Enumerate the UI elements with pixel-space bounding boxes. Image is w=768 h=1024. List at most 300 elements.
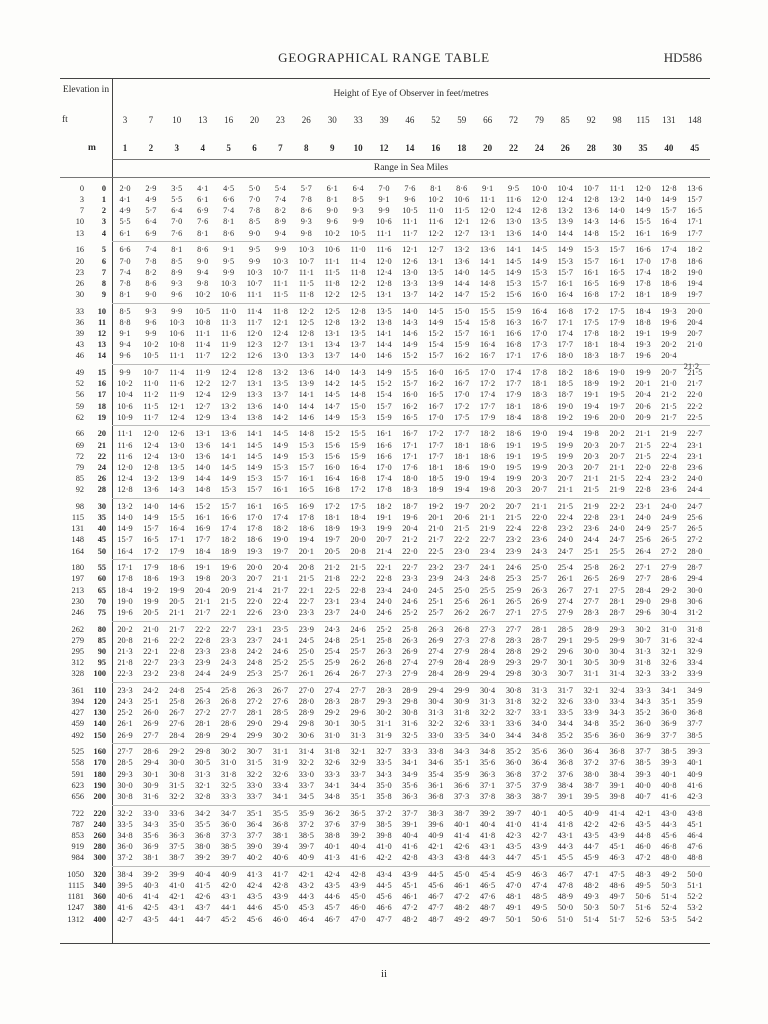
eye-height-m-header: 22 [509,143,518,153]
eye-height-m-header: 14 [405,143,415,153]
range-cell: 13·9 [169,474,185,483]
range-cell: 21·4 [376,546,392,556]
range-cell: 10·2 [143,340,159,350]
range-cell: 12·7 [454,228,470,238]
range-cell: 28·0 [687,546,703,556]
range-cell: 19·3 [350,524,366,534]
range-cell: 14·9 [531,256,547,266]
range-cell: 30·6 [687,596,703,606]
range-cell: 24·1 [479,563,496,573]
range-cell: 13·3 [298,351,314,361]
range-cell: 51·1 [687,881,703,891]
range-cell: 14·9 [661,195,677,205]
range-cell: 36·0 [661,708,677,718]
range-cell: 11·6 [506,195,521,205]
range-cell: 18·5 [557,379,573,389]
range-cell: 31·8 [505,697,522,707]
range-cell: 9·0 [197,256,209,266]
range-cell: 17·7 [687,228,703,238]
range-cell: 7·4 [145,245,157,255]
range-cell: 33·6 [169,808,185,818]
range-cell: 26·3 [195,697,211,707]
range-cell: 12·4 [143,451,159,461]
range-cell: 19·9 [557,440,573,450]
range-cell: 21·5 [505,513,522,523]
range-cell: 13·5 [428,267,444,277]
range-cell: 37·7 [246,830,263,840]
elevation-ft: 656 [71,791,84,801]
range-cell: 11·6 [169,379,185,389]
range-cell: 16·1 [557,278,573,288]
range-cell: 46·7 [557,870,573,879]
range-cell: 6·4 [145,217,157,227]
range-cell: 50·7 [609,903,625,913]
range-cell: 19·2 [428,501,444,511]
range-cell: 19·9 [143,596,159,606]
range-cell: 39·0 [246,842,263,852]
range-cell: 26·9 [402,646,418,656]
range-cell: 11·1 [609,184,625,193]
elevation-m: 30 [97,501,106,511]
range-cell: 12·8 [143,462,159,472]
range-cell: 24·1 [272,635,288,645]
range-cell: 52·2 [687,892,703,902]
range-cell: 47·4 [531,881,547,891]
eye-height-ft-header: 59 [457,115,467,125]
range-cell: 18·6 [169,563,185,573]
range-cell: 16·2 [428,379,444,389]
range-cell: 23·8 [169,669,185,679]
range-cell: 26·1 [117,719,133,729]
range-cell: 15·3 [272,462,288,472]
range-cell: 16·5 [583,278,599,288]
elevation-m: 8 [101,278,106,288]
range-cell: 44·3 [298,892,314,902]
range-cell: 18·0 [557,351,573,361]
range-cell: 24·8 [246,658,263,668]
range-cell: 22·4 [272,596,288,606]
range-cell: 20·3 [583,440,599,450]
range-cell: 27·7 [505,624,522,634]
range-cell: 9·0 [145,289,157,299]
range-cell: 14·3 [583,217,599,227]
range-cell: 35·1 [246,808,263,818]
range-cell: 15·7 [220,501,237,511]
group-divider [112,743,710,744]
range-cell: 16·4 [169,524,185,534]
range-cell: 41·6 [687,780,703,790]
elevation-m: 190 [93,780,106,790]
eye-height-ft-header: 52 [431,115,441,125]
range-cell: 15·2 [324,429,340,439]
range-cell: 25·1 [583,546,599,556]
eye-height-m-header: 9 [329,143,335,153]
range-cell: 9·5 [223,256,235,266]
elevation-m: 22 [97,451,106,461]
range-cell: 9·6 [326,217,338,227]
range-cell: 10·4 [557,184,573,193]
range-cell: 17·1 [169,535,185,545]
range-cell: 27·5 [531,607,547,617]
range-cell: 10·7 [143,368,159,378]
range-cell: 18·1 [505,401,522,411]
range-cell: 30·4 [661,607,677,617]
elevation-m: 45 [97,535,106,545]
range-cell: 24·9 [220,669,237,679]
range-cell: 16·9 [298,501,314,511]
range-cell: 18·8 [531,412,547,422]
range-cell: 25·8 [169,697,185,707]
range-cell: 35·6 [143,830,159,840]
range-cell: 34·5 [298,791,314,801]
range-cell: 24·5 [298,635,314,645]
range-cell: 16·9 [195,524,211,534]
range-cell: 25·6 [454,596,470,606]
range-cell: 49·1 [505,903,522,913]
range-cell: 39·7 [298,842,314,852]
range-cell: 9·6 [119,351,131,361]
range-cell: 28·5 [117,758,133,768]
range-cell: 36·9 [661,719,677,729]
eye-height-ft-header: 20 [250,115,259,125]
range-cell: 10·5 [350,228,366,238]
range-cell: 23·3 [195,646,211,656]
range-cell: 15·3 [531,267,547,277]
range-cell: 20·2 [661,340,677,350]
range-cell: 6·9 [197,206,209,216]
range-cell: 26·9 [609,574,625,584]
range-cell: 16·6 [220,513,237,523]
range-cell: 34·8 [583,719,599,729]
range-cell: 43·1 [557,830,573,840]
range-cell: 43·5 [635,819,651,829]
range-cell: 13·0 [505,217,522,227]
range-cell: 12·0 [635,184,651,193]
range-cell: 42·7 [531,830,547,840]
table-row [60,378,710,389]
range-cell: 23·2 [428,563,444,573]
table-row [60,546,710,557]
range-cell: 26·4 [635,546,651,556]
range-cell: 38·7 [169,853,185,863]
range-cell: 17·9 [169,546,185,556]
range-cell: 21·5 [298,574,314,584]
range-cell: 28·3 [324,697,340,707]
range-cell: 42·2 [376,853,392,863]
range-cell: 14·0 [324,368,340,378]
range-cell: 34·7 [220,808,237,818]
range-cell: 22·8 [531,524,547,534]
range-cell: 20·7 [661,368,677,378]
range-cell: 11·9 [221,340,237,350]
range-cell: 30·8 [169,769,185,779]
range-cell: 14·0 [143,501,159,511]
range-cell: 24·3 [454,574,470,584]
range-cell: 22·7 [220,624,237,634]
range-cell: 7·6 [197,217,209,227]
range-cell: 18·7 [402,501,418,511]
range-cell: 24·6 [402,596,418,606]
range-cell: 31·4 [298,747,314,757]
range-cell: 48·5 [531,892,547,902]
range-cell: 21·1 [531,501,547,511]
range-cell: 27·7 [220,708,237,718]
range-cell: 27·4 [402,658,418,668]
range-cell: 46·4 [687,830,703,840]
range-cell: 20·0 [687,306,703,316]
elevation-m: 90 [97,646,106,656]
range-cell: 13·1 [376,289,392,299]
range-cell: 10·4 [117,390,133,400]
range-cell: 48·1 [505,892,522,902]
range-cell: 16·0 [428,368,444,378]
range-cell: 17·5 [350,501,366,511]
range-cell: 21·5 [583,485,599,495]
range-cell: 6·6 [119,245,131,255]
range-cell: 12·5 [324,306,340,316]
range-cell: 52·4 [661,903,677,913]
elevation-m: 120 [93,697,106,707]
range-cell: 35·9 [454,769,470,779]
range-cell: 13·1 [479,228,496,238]
range-cell: 33·0 [143,808,159,818]
range-cell: 38·4 [557,780,573,790]
range-cell: 22·4 [505,524,522,534]
range-cell: 33·4 [272,780,288,790]
range-cell: 24·4 [195,669,211,679]
eye-height-m-header: 20 [483,143,493,153]
range-cell: 19·6 [661,317,677,327]
range-cell: 38·5 [635,758,651,768]
range-cell: 17·5 [609,306,625,316]
range-cell: 44·1 [169,914,185,924]
range-cell: 36·3 [169,830,185,840]
range-cell: 11·6 [428,217,444,227]
range-cell: 11·4 [169,368,185,378]
range-cell: 24·0 [557,535,573,545]
range-cell: 43·1 [220,892,237,902]
range-cell: 28·7 [531,635,547,645]
range-cell: 14·5 [479,267,496,277]
elevation-m: 100 [93,669,106,679]
range-cell: 17·8 [117,574,133,584]
range-cell: 17·2 [428,429,444,439]
table-row [60,289,710,300]
range-cell: 29·3 [609,624,625,634]
range-cell: 19·9 [661,329,677,338]
elevation-m: 18 [97,401,106,411]
range-cell: 13·6 [143,485,159,495]
range-cell: 18·3 [402,485,418,495]
range-cell: 21·7 [169,624,185,634]
range-cell: 42·2 [583,819,599,829]
eye-height-m-header: 16 [431,143,441,153]
range-cell: 21·9 [583,501,599,511]
table-row [60,350,710,361]
range-cell: 47·7 [376,914,392,924]
range-cell: 25·4 [195,685,211,695]
elevation-ft: 558 [71,758,84,768]
range-cell: 13·6 [583,206,599,216]
elevation-ft: 49 [75,368,84,378]
table-row [60,891,710,902]
range-cell: 27·4 [557,596,573,606]
range-cell: 23·9 [428,574,444,584]
range-cell: 21·0 [143,624,159,634]
range-cell: 9·9 [223,267,235,277]
range-cell: 47·5 [609,870,625,879]
elevation-ft: 262 [71,624,84,634]
range-cell: 13·2 [272,368,288,378]
range-cell: 17·0 [479,368,496,378]
range-cell: 36·8 [557,758,573,768]
range-cell: 23·6 [687,462,703,472]
elevation-ft: 92 [75,485,84,495]
range-cell: 38·4 [609,769,625,779]
range-cell: 30·8 [505,685,522,695]
range-cell: 23·5 [272,624,288,634]
range-cell: 20·7 [246,574,263,584]
range-cell: 30·1 [143,769,159,779]
range-cell: 18·1 [531,379,547,389]
range-cell: 15·7 [246,485,263,495]
range-cell: 43·5 [505,842,522,852]
range-cell: 22·8 [195,635,211,645]
range-cell: 30·9 [454,697,470,707]
range-cell: 11·9 [195,368,211,378]
range-cell: 17·7 [479,401,496,411]
range-cell: 15·7 [687,195,703,205]
range-cell: 15·3 [220,485,237,495]
range-cell: 9·4 [197,267,209,277]
range-cell: 5·7 [300,184,312,193]
range-cell: 27·1 [583,585,599,595]
elevation-m: 4 [101,228,106,238]
range-cell: 27·7 [635,574,651,584]
range-cell: 46·0 [635,842,651,852]
range-cell: 17·4 [505,368,522,378]
range-cell: 40·9 [298,853,314,863]
range-cell: 19·2 [609,379,625,389]
range-cell: 13·6 [454,256,470,266]
eye-height-m-header: 10 [353,143,363,153]
range-cell: 38·5 [298,830,314,840]
range-cell: 24·0 [609,524,625,534]
range-cell: 36·0 [505,758,522,768]
range-cell: 37·7 [402,808,418,818]
range-cell: 44·3 [661,819,677,829]
range-cell: 36·9 [635,730,651,740]
range-cell: 9·9 [352,217,364,227]
range-cell: 17·0 [376,462,392,472]
range-cell: 21·7 [428,535,444,545]
range-cell: 17·7 [428,440,444,450]
range-cell: 10·3 [272,256,288,266]
range-cell: 16·1 [272,485,288,495]
range-cell: 39·1 [402,819,418,829]
elevation-ft: 164 [71,546,84,556]
elevation-m: 170 [93,758,106,768]
elevation-ft: 1050 [67,870,84,879]
range-cell: 10·6 [220,289,237,299]
range-cell: 13·6 [505,228,522,238]
range-cell: 33·5 [376,758,392,768]
range-cell: 14·3 [402,317,418,327]
range-cell: 14·6 [609,217,625,227]
table-row [60,389,710,400]
range-cell: 31·3 [531,685,547,695]
range-cell: 24·3 [117,697,133,707]
range-cell: 29·2 [324,708,340,718]
range-cell: 4·9 [119,206,131,216]
range-cell: 39·7 [220,853,237,863]
range-cell: 47·0 [505,881,522,891]
elevation-m: 60 [97,574,106,584]
range-cell: 48·2 [402,914,418,924]
table-row [60,256,710,267]
range-cell: 45·3 [298,903,314,913]
elevation-ft: 279 [71,635,84,645]
range-cell: 10·3 [169,317,185,327]
range-cell: 42·1 [169,892,185,902]
range-cell: 17·2 [350,485,366,495]
range-cell: 26·0 [143,708,159,718]
elevation-m: 26 [97,474,106,483]
elevation-ft: 13 [75,228,84,238]
range-cell: 25·0 [531,563,547,573]
range-cell: 40·6 [272,853,288,863]
range-cell: 31·0 [661,624,677,634]
eye-height-m-header: 7 [278,143,283,153]
range-cell: 30·2 [635,624,651,634]
range-cell: 39·9 [169,870,185,879]
range-cell: 11·5 [298,278,314,288]
range-cell: 52·6 [635,914,651,924]
range-cell: 36·9 [143,842,159,852]
range-cell: 38·3 [428,808,444,818]
range-cell: 25·3 [246,669,263,679]
range-cell: 4·1 [197,184,209,193]
eye-height-ft-header: 39 [379,115,389,125]
range-cell: 44·8 [635,830,651,840]
elevation-ft: 984 [71,853,84,863]
range-cell: 33·3 [402,747,418,757]
elevation-ft: 30 [75,289,84,299]
range-cell: 30·3 [531,669,547,679]
range-cell: 14·2 [324,379,340,389]
range-cell: 23·3 [298,607,314,617]
table-row [60,440,710,451]
range-cell: 9·9 [274,245,286,255]
elevation-ft: 131 [71,524,84,534]
range-cell: 11·6 [117,440,133,450]
range-cell: 17·2 [609,289,625,299]
elevation-ft: 1312 [67,914,84,924]
range-cell: 38·4 [117,870,133,879]
range-cell: 17·0 [635,256,651,266]
table-row [60,194,710,205]
range-cell: 46·0 [272,914,288,924]
range-cell: 19·6 [635,351,651,361]
range-cell: 19·0 [272,535,288,545]
elevation-m: 14 [97,351,106,361]
range-cell: 35·6 [583,730,599,740]
range-cell: 26·8 [454,624,470,634]
range-cell: 40·9 [428,830,444,840]
header-rule [60,177,710,178]
range-cell: 14·9 [246,462,263,472]
range-cell: 14·0 [635,195,651,205]
